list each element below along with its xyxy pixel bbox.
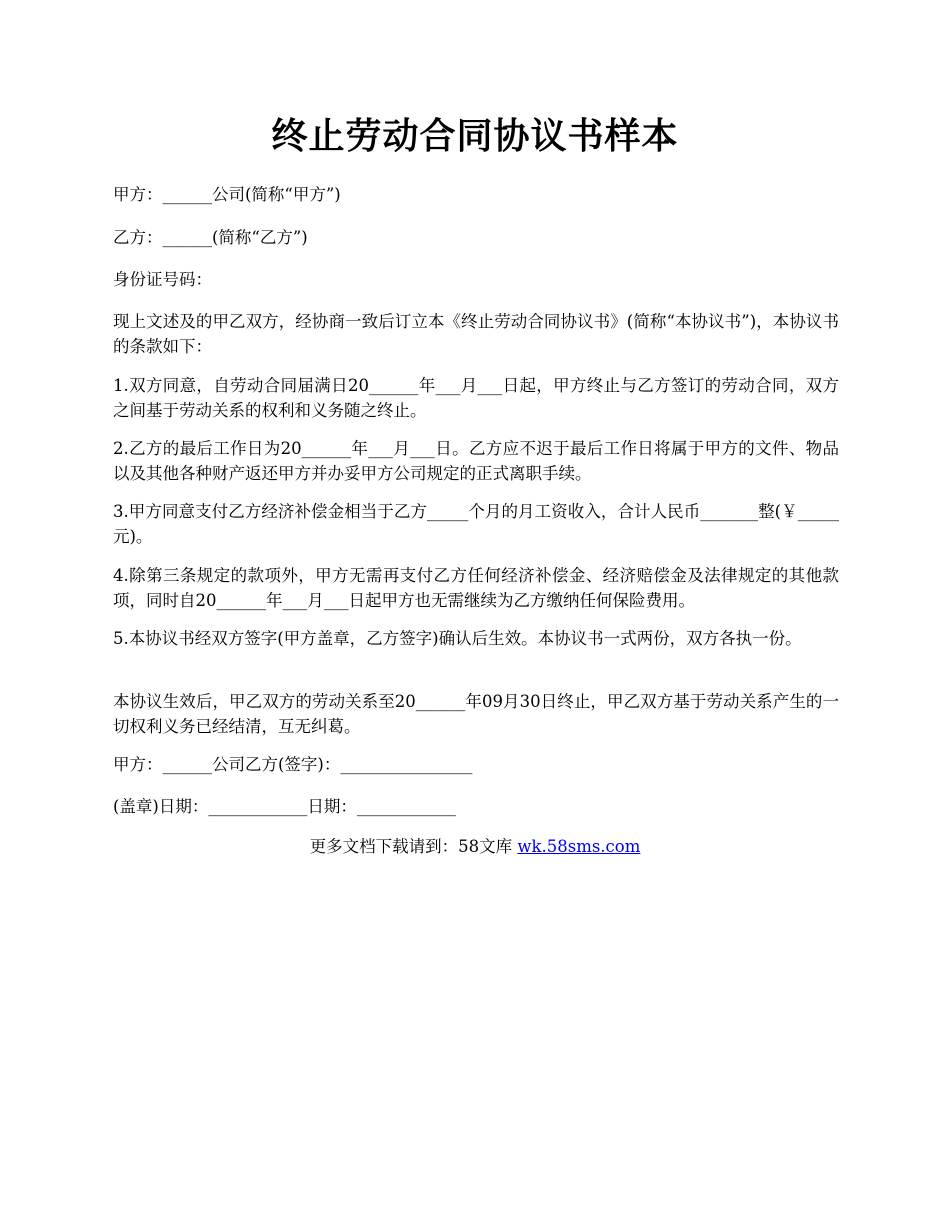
clause-5: 5.本协议书经双方签字(甲方盖章，乙方签字)确认后生效。本协议书一式两份，双方各执一份。 bbox=[113, 629, 802, 648]
footer-prefix: 更多文档下载请到：58文库 bbox=[309, 837, 518, 856]
clause-3: 3.甲方同意支付乙方经济补偿金相当于乙方_____个月的月工资收入，合计人民币_______整(￥_____元)。 bbox=[113, 502, 839, 546]
id-number-line: 身份证号码： bbox=[113, 270, 212, 289]
clause-1: 1.双方同意，自劳动合同届满日20______年___月___日起，甲方终止与乙方签订的劳动合同，双方之间基于劳动关系的权利和义务随之终止。 bbox=[113, 376, 839, 420]
clause-4: 4.除第三条规定的款项外，甲方无需再支付乙方任何经济补偿金、经济赔偿金及法律规定的其他款项，同时自20______年___月___日起甲方也无需继续为乙方缴纳任何保险费用。 bbox=[113, 566, 839, 610]
party-a-line: 甲方：______公司(简称“甲方”) bbox=[113, 185, 341, 204]
party-b-line: 乙方：______(简称“乙方”) bbox=[113, 228, 308, 247]
document-title: 终止劳动合同协议书样本 bbox=[271, 115, 679, 157]
footer-download-note bbox=[0, 834, 950, 859]
clause-2: 2.乙方的最后工作日为20______年___月___日。乙方应不迟于最后工作日将属于甲方的文件、物品以及其他各种财产返还甲方并办妥甲方公司规定的正式离职手续。 bbox=[113, 439, 839, 483]
seal-date-line: (盖章)日期：____________日期：____________ bbox=[113, 797, 456, 816]
signature-line: 甲方：______公司乙方(签字)：________________ bbox=[113, 755, 473, 774]
effect-paragraph: 本协议生效后，甲乙双方的劳动关系至20______年09月30日终止，甲乙双方基于劳动关系产生的一切权利义务已经结清，互无纠葛。 bbox=[113, 692, 839, 736]
preamble-paragraph: 现上文述及的甲乙双方，经协商一致后订立本《终止劳动合同协议书》(简称“本协议书”)，本协议书的条款如下： bbox=[113, 312, 839, 356]
footer-link[interactable]: wk.58sms.com bbox=[517, 837, 641, 856]
